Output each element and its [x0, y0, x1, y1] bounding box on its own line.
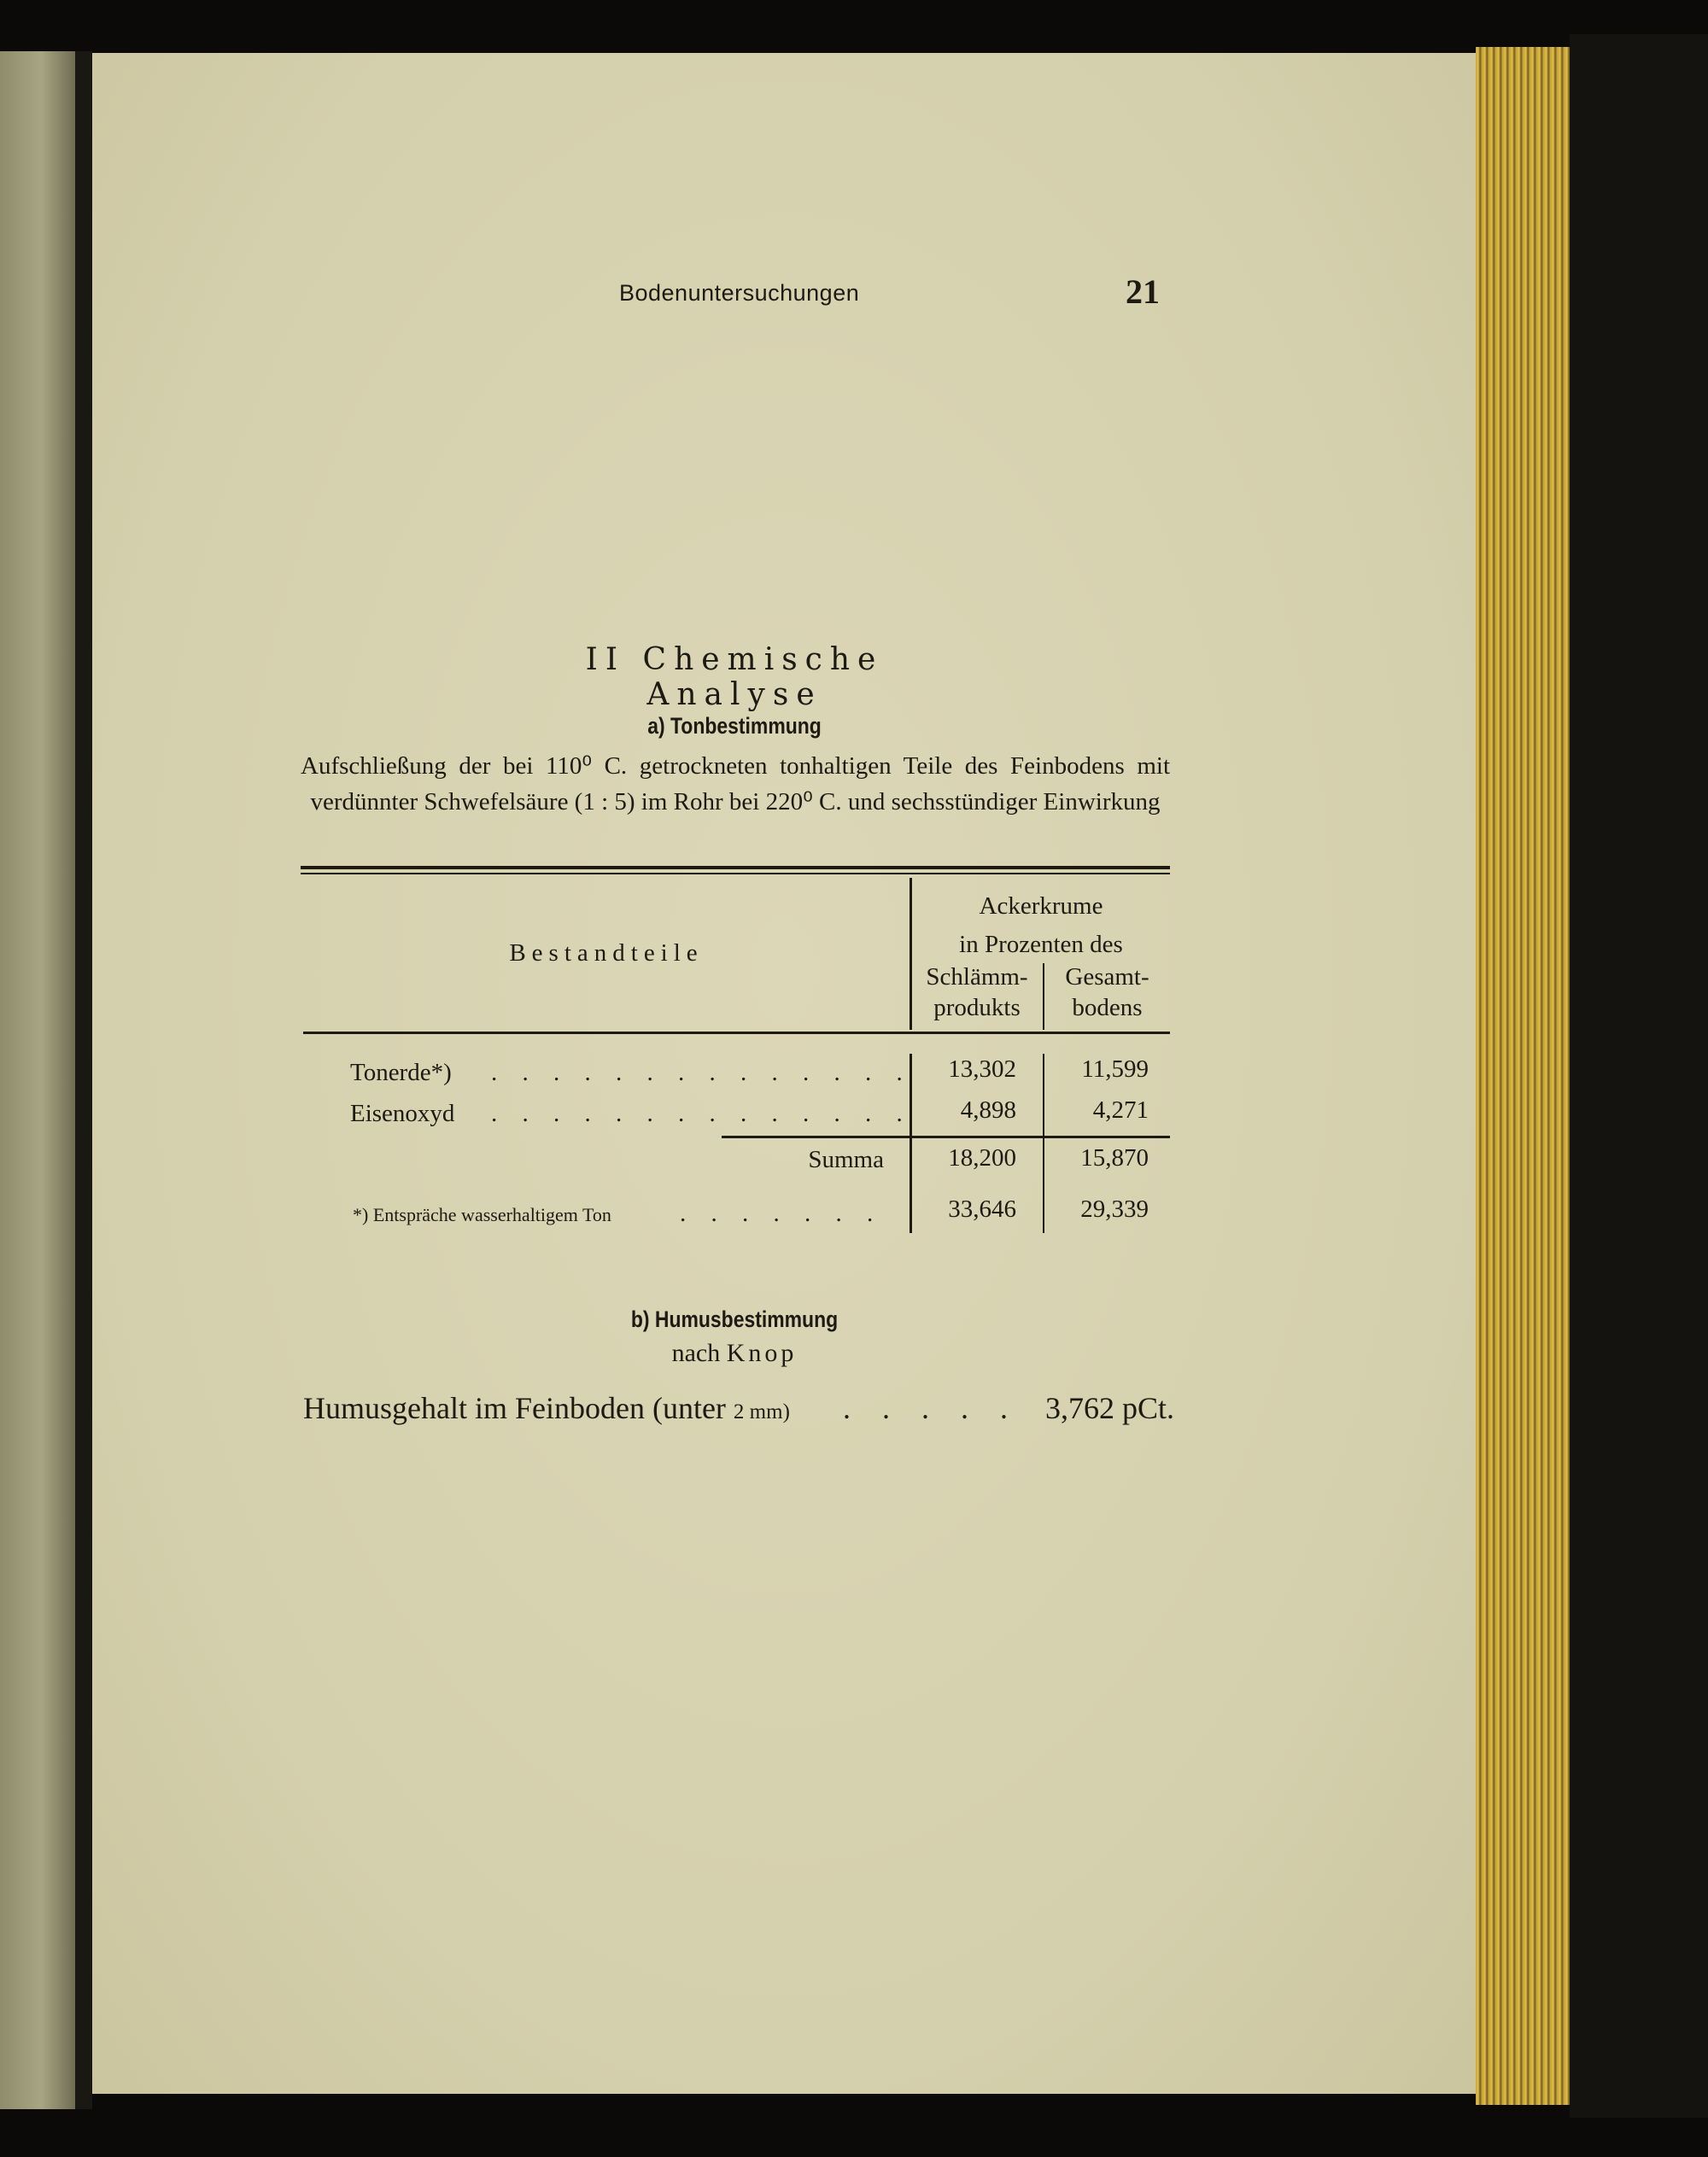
book-cover: [1570, 34, 1708, 2118]
humus-line-label: [303, 1390, 790, 1426]
table-top-rule-thin: [301, 873, 1170, 874]
page-number: 21: [1126, 272, 1160, 311]
row-value-col1: 13,302: [948, 1055, 1016, 1083]
humus-method: [564, 1339, 905, 1368]
humusbestimmung-heading: b) Humusbestimmung: [630, 1306, 839, 1332]
sum-value-col1: 18,200: [948, 1144, 1016, 1172]
tonbestimmung-heading: a) Tonbestimmung: [647, 713, 822, 739]
header-rule: [303, 1032, 1170, 1034]
row-leader: . . . . . . . . . . . . . .: [491, 1059, 912, 1086]
col1-header-line2: produkts: [933, 994, 1021, 1021]
humus-method-name: Knop: [726, 1339, 798, 1367]
humus-content-line: [303, 1390, 1174, 1431]
row-label: Tonerde*): [350, 1059, 452, 1086]
section-title: II Chemische Analyse: [585, 642, 884, 712]
col2-header-line1: Gesamt-: [1065, 963, 1149, 991]
row-value-col2: 11,599: [1081, 1055, 1149, 1083]
col1-header-line1: Schlämm-: [926, 963, 1028, 991]
running-head: Bodenuntersuchungen: [619, 280, 860, 306]
humus-line-leader: . . . . .: [843, 1391, 1020, 1425]
row-label: Eisenoxyd: [350, 1100, 455, 1127]
sum-label: Summa: [808, 1146, 884, 1173]
page-block-edges: [1476, 47, 1570, 2105]
humus-method-prefix: nach: [671, 1339, 721, 1367]
tonbestimmung-method: Aufschließung der bei 110⁰ C. getrockneten tonhaltigen Teile des Feinbodens mit verdünnter Schwefelsäure (1 : 5) im Rohr bei 220⁰ C. und sechsstündiger Einwirkung: [301, 752, 1170, 815]
col-header-bestandteile: Bestandteile: [509, 939, 704, 967]
footnote-value-col2: 29,339: [1080, 1195, 1149, 1223]
table-top-rule: [301, 866, 1170, 869]
footnote-leader: . . . . . . .: [680, 1200, 883, 1227]
book-gutter: [75, 51, 92, 2109]
footnote-value-col1: 33,646: [948, 1195, 1016, 1223]
sum-value-col2: 15,870: [1080, 1144, 1149, 1172]
row-value-col2: 4,271: [1092, 1096, 1149, 1124]
humus-line-value: 3,762 pCt.: [1044, 1391, 1174, 1425]
footnote-label: *) Entspräche wasserhaltigem Ton: [353, 1204, 611, 1225]
humus-line-unit: 2 mm): [733, 1400, 790, 1423]
col-header-ackerkrume: Ackerkrume: [979, 892, 1103, 920]
row-value-col1: 4,898: [960, 1096, 1016, 1124]
col-header-subtitle: in Prozenten des: [959, 931, 1123, 958]
humus-line-label-text: Humusgehalt im Feinboden (unter: [303, 1391, 726, 1425]
row-leader: . . . . . . . . . . . . . .: [491, 1100, 912, 1127]
sum-rule: [722, 1136, 1170, 1138]
left-page-edge: [0, 51, 75, 2109]
col2-header-line2: bodens: [1072, 994, 1143, 1021]
